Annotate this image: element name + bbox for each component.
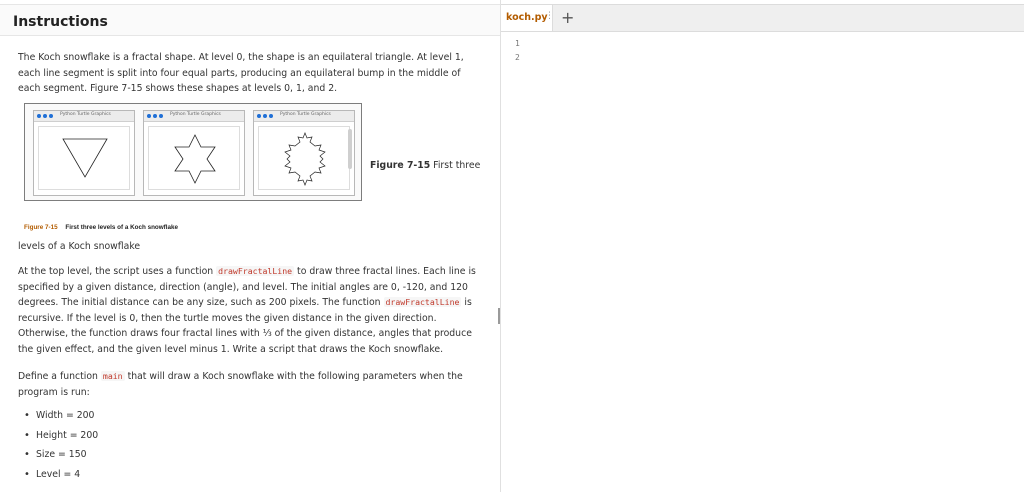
code-editor-pane xyxy=(501,0,1024,492)
instructions-header xyxy=(0,4,500,36)
window-min-dot xyxy=(43,114,47,118)
instructions-pane xyxy=(0,0,500,492)
task-paragraph xyxy=(18,369,478,400)
window-title: Python Turtle Graphics xyxy=(280,112,331,117)
list-item: • Size = 150 xyxy=(24,445,98,465)
window-title-bar xyxy=(144,111,244,122)
window-title: Python Turtle Graphics xyxy=(170,112,221,117)
window-min-dot xyxy=(153,114,157,118)
code-drawfractalline: drawFractalLine xyxy=(385,297,460,307)
editor-tab-strip xyxy=(501,4,1024,32)
window-min-dot xyxy=(263,114,267,118)
turtle-canvas xyxy=(148,126,240,190)
turtle-window-level-0 xyxy=(33,110,135,196)
figure-caption-right xyxy=(370,160,480,171)
line-number-gutter xyxy=(501,32,529,492)
koch-level-1 xyxy=(149,127,241,191)
figure-7-15-image xyxy=(24,103,362,201)
window-title: Python Turtle Graphics xyxy=(60,112,111,117)
turtle-canvas xyxy=(258,126,350,190)
window-close-dot xyxy=(37,114,41,118)
parameter-list xyxy=(24,406,98,484)
window-max-dot xyxy=(269,114,273,118)
list-item: • Width = 200 xyxy=(24,406,98,426)
tab-label[interactable]: koch.py xyxy=(506,12,548,23)
algorithm-text-b: to draw three fractal lines. Each line is specified by a given distance, direction (angle), and level. The initial angles are 0, -120, and 120 degrees. The initial distance can be any size, such as 200 pixels. The function xyxy=(18,266,476,308)
window-title-bar xyxy=(254,111,354,122)
code-editor-textarea[interactable] xyxy=(529,32,1024,492)
kebab-menu-icon[interactable]: ⋮ xyxy=(545,11,554,21)
task-text-a: Define a function xyxy=(18,371,101,382)
pane-resize-handle[interactable] xyxy=(498,308,500,324)
window-close-dot xyxy=(257,114,261,118)
tab-koch-py[interactable] xyxy=(501,5,553,31)
window-close-dot xyxy=(147,114,151,118)
code-drawfractalline: drawFractalLine xyxy=(218,266,293,276)
figure-caption-right-text: First three xyxy=(433,160,481,171)
intro-text: The Koch snowflake is a fractal shape. At level 0, the shape is an equilateral triangle. At level 1, each line segment is split into four equal parts, producing an equilateral bump in the middle of each segment. Figure 7-15 shows these shapes at levels 0, 1, and 2. xyxy=(18,52,464,94)
task-text-b: that will draw a Koch snowflake with the following parameters when the program is run: xyxy=(18,371,463,398)
intro-paragraph xyxy=(18,50,478,97)
line-number: 1 xyxy=(515,39,520,48)
algorithm-text-a: At the top level, the script uses a function xyxy=(18,266,217,277)
instructions-title: Instructions xyxy=(13,14,108,30)
turtle-window-level-1 xyxy=(143,110,245,196)
turtle-canvas xyxy=(38,126,130,190)
figure-caption-text: First three levels of a Koch snowflake xyxy=(65,224,179,231)
koch-level-2 xyxy=(259,127,351,191)
add-file-button[interactable]: + xyxy=(561,8,575,27)
algorithm-paragraph xyxy=(18,264,488,357)
turtle-window-level-2 xyxy=(253,110,355,196)
algorithm-text-c: is recursive. If the level is 0, then the turtle moves the given distance in the given direction. Otherwise, the function draws four fractal lines with ⅓ of the given distance, angles that produce the given effect, and the given level minus 1. Write a script that draws the Koch snowflake. xyxy=(18,297,472,355)
window-max-dot xyxy=(49,114,53,118)
list-item: • Level = 4 xyxy=(24,465,98,485)
window-max-dot xyxy=(159,114,163,118)
figure-scrollbar xyxy=(348,129,352,169)
figure-caption xyxy=(24,224,178,231)
figure-caption-label: Figure 7-15 xyxy=(24,224,58,231)
koch-level-0 xyxy=(39,127,131,191)
figure-caption-continued: levels of a Koch snowflake xyxy=(18,241,141,252)
figure-caption-right-label: Figure 7-15 xyxy=(370,160,431,171)
list-item: • Height = 200 xyxy=(24,426,98,446)
window-title-bar xyxy=(34,111,134,122)
line-number: 2 xyxy=(515,53,520,62)
code-main: main xyxy=(102,371,123,381)
